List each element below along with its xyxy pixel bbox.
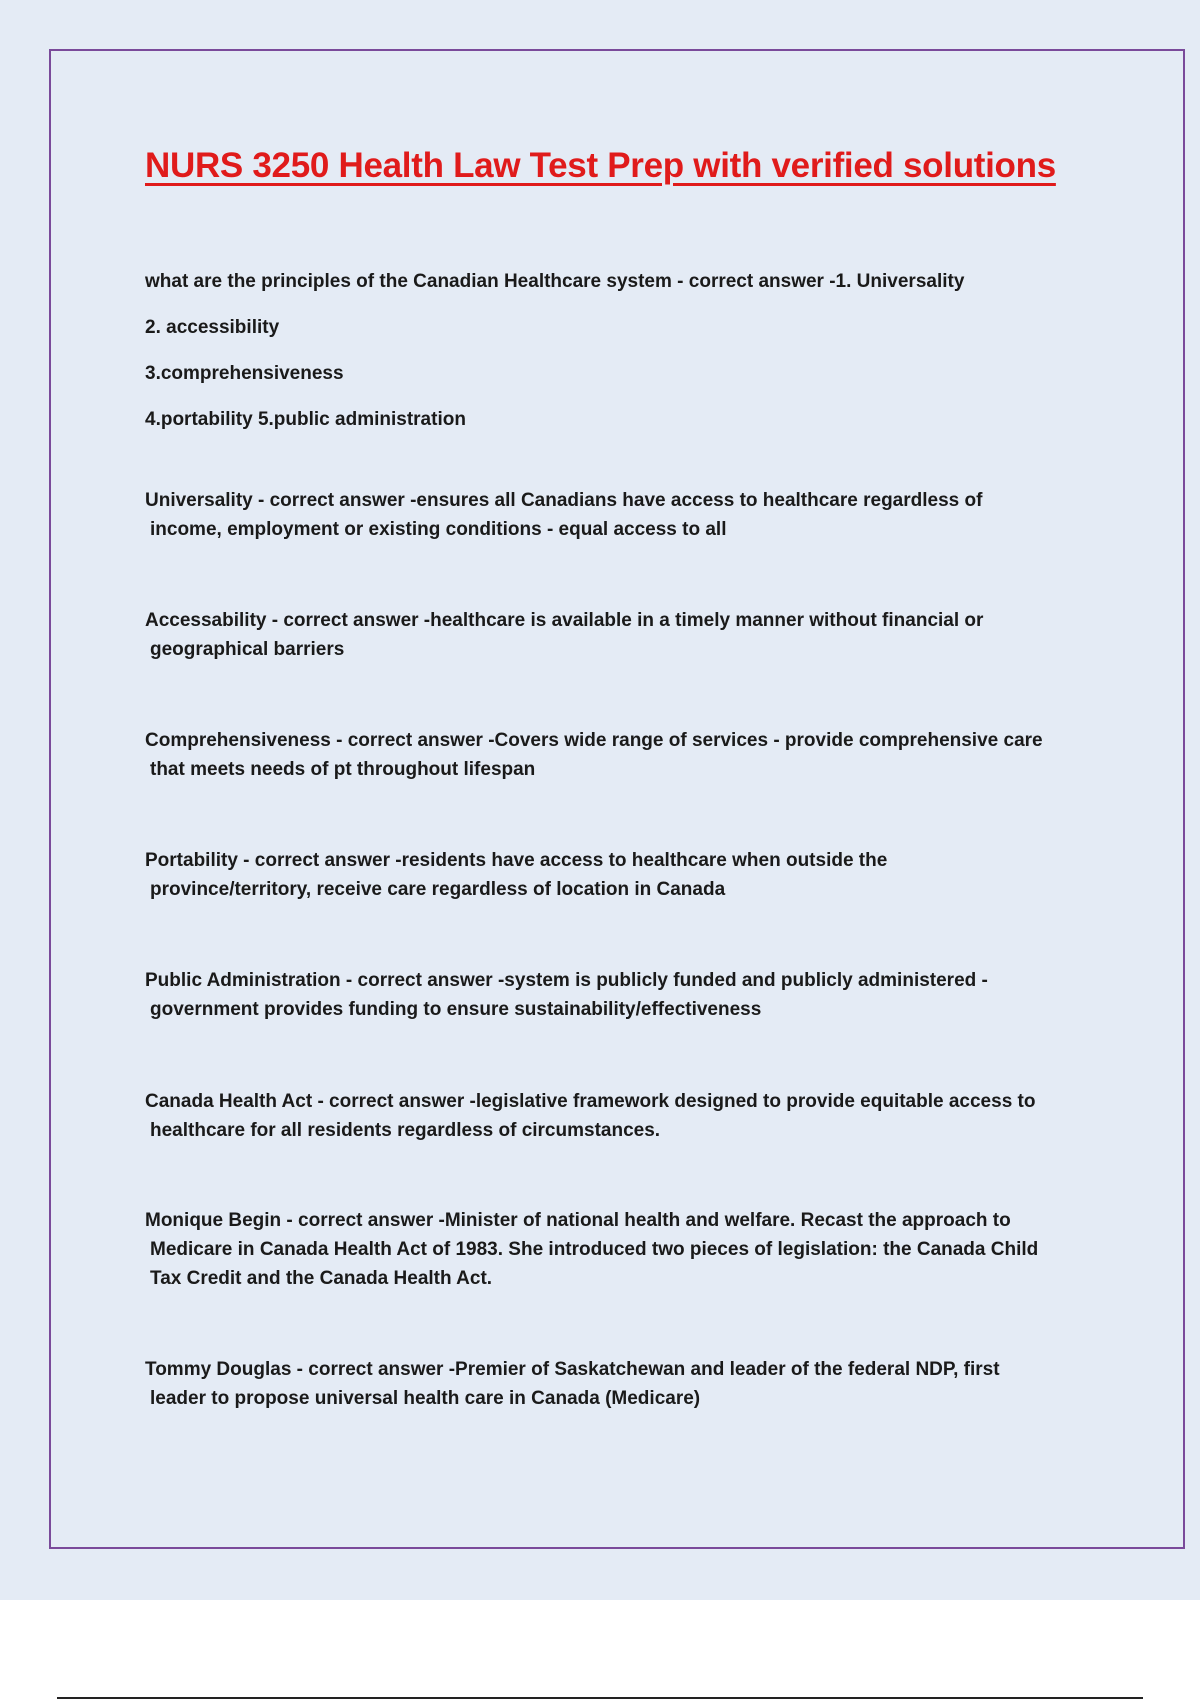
qa-entry-line: Monique Begin - correct answer -Minister of national health and welfare. Recast the approach to bbox=[145, 1210, 1011, 1231]
qa-entry-line: income, employment or existing conditions - equal access to all bbox=[150, 519, 727, 540]
qa-entry-line: Canada Health Act - correct answer -legislative framework designed to provide equitable access to bbox=[145, 1091, 1036, 1112]
qa-entry-portability bbox=[145, 846, 1095, 904]
footer-divider bbox=[57, 1697, 1143, 1699]
qa-entry-comprehensiveness bbox=[145, 726, 1095, 784]
qa-entry-line: Portability - correct answer -residents have access to healthcare when outside the bbox=[145, 850, 888, 871]
qa-entry-monique-begin bbox=[145, 1206, 1095, 1293]
qa-entry-line: Comprehensiveness - correct answer -Covers wide range of services - provide comprehensive care bbox=[145, 730, 1043, 751]
qa-entry-line: Tommy Douglas - correct answer -Premier of Saskatchewan and leader of the federal NDP, first bbox=[145, 1359, 1000, 1380]
qa-entry-line: Tax Credit and the Canada Health Act. bbox=[150, 1268, 493, 1289]
qa-entry-line: Universality - correct answer -ensures all Canadians have access to healthcare regardless of bbox=[145, 490, 983, 511]
principle-item: 2. accessibility bbox=[145, 317, 280, 338]
qa-entry-line: province/territory, receive care regardless of location in Canada bbox=[150, 879, 726, 900]
qa-entry-canada-health-act bbox=[145, 1087, 1095, 1145]
qa-entry-line: leader to propose universal health care in Canada (Medicare) bbox=[150, 1388, 701, 1409]
document-title: NURS 3250 Health Law Test Prep with verified solutions bbox=[145, 146, 1056, 185]
qa-entry-public-administration bbox=[145, 966, 1095, 1024]
qa-entry-line: Accessability - correct answer -healthcare is available in a timely manner without financial or bbox=[145, 610, 984, 631]
principles-question bbox=[145, 259, 1095, 443]
qa-entry-accessability bbox=[145, 606, 1095, 664]
qa-entry-line: government provides funding to ensure sustainability/effectiveness bbox=[150, 999, 762, 1020]
qa-entry-tommy-douglas bbox=[145, 1355, 1095, 1413]
qa-entry-universality bbox=[145, 486, 1095, 544]
qa-entry-line: Public Administration - correct answer -system is publicly funded and publicly administered - bbox=[145, 970, 988, 991]
qa-entry-line: that meets needs of pt throughout lifespan bbox=[150, 759, 536, 780]
principles-question-line: what are the principles of the Canadian Healthcare system - correct answer -1. Universality bbox=[145, 271, 965, 292]
principle-item: 4.portability 5.public administration bbox=[145, 409, 466, 430]
qa-entry-line: geographical barriers bbox=[150, 639, 345, 660]
qa-entry-line: healthcare for all residents regardless of circumstances. bbox=[150, 1120, 661, 1141]
principle-item: 3.comprehensiveness bbox=[145, 363, 344, 384]
qa-entry-line: Medicare in Canada Health Act of 1983. She introduced two pieces of legislation: the Canada Child bbox=[150, 1239, 1039, 1260]
